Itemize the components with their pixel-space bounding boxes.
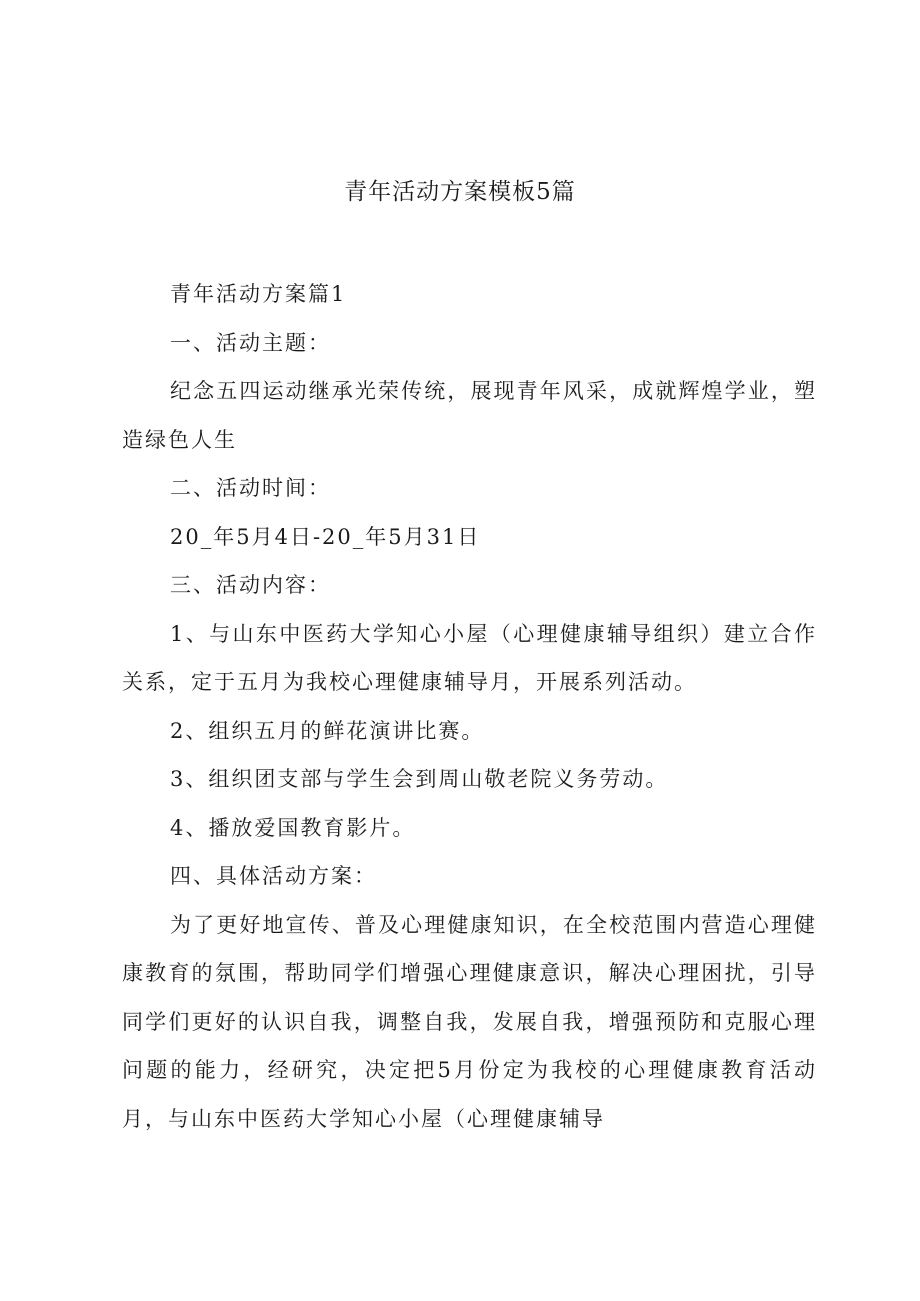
paragraph: 3、组织团支部与学生会到周山敬老院义务劳动。 — [170, 767, 669, 791]
paragraph: 为了更好地宣传、普及心理健康知识，在全校范围内营造心理健康教育的氛围，帮助同学们增强心理健康意识，解决心理困扰，引导同学们更好的认识自我，调整自我，发展自我，增强预防和克服心理问题的能力，经研究，决定把5月份定为我校的心理健康教育活动月，与山东中医药大学知心小屋（心理健康辅导 — [122, 912, 817, 1131]
paragraph: 1、与山东中医药大学知心小屋（心理健康辅导组织）建立合作关系，定于五月为我校心理健康辅导月，开展系列活动。 — [122, 621, 817, 694]
paragraph: 20_年5月4日-20_年5月31日 — [170, 524, 481, 549]
paragraph: 一、活动主题： — [170, 330, 331, 355]
document-title: 青年活动方案模板5篇 — [344, 179, 576, 205]
paragraph: 四、具体活动方案： — [170, 864, 377, 888]
paragraph: 三、活动内容： — [170, 573, 331, 597]
paragraph: 2、组织五月的鲜花演讲比赛。 — [170, 718, 485, 743]
paragraph: 二、活动时间： — [170, 476, 331, 500]
document-body — [122, 270, 817, 1143]
paragraph: 4、播放爱国教育影片。 — [170, 815, 416, 840]
paragraph: 纪念五四运动继承光荣传统，展现青年风采，成就辉煌学业，塑造绿色人生 — [122, 379, 817, 452]
section-heading: 青年活动方案篇1 — [170, 282, 347, 306]
